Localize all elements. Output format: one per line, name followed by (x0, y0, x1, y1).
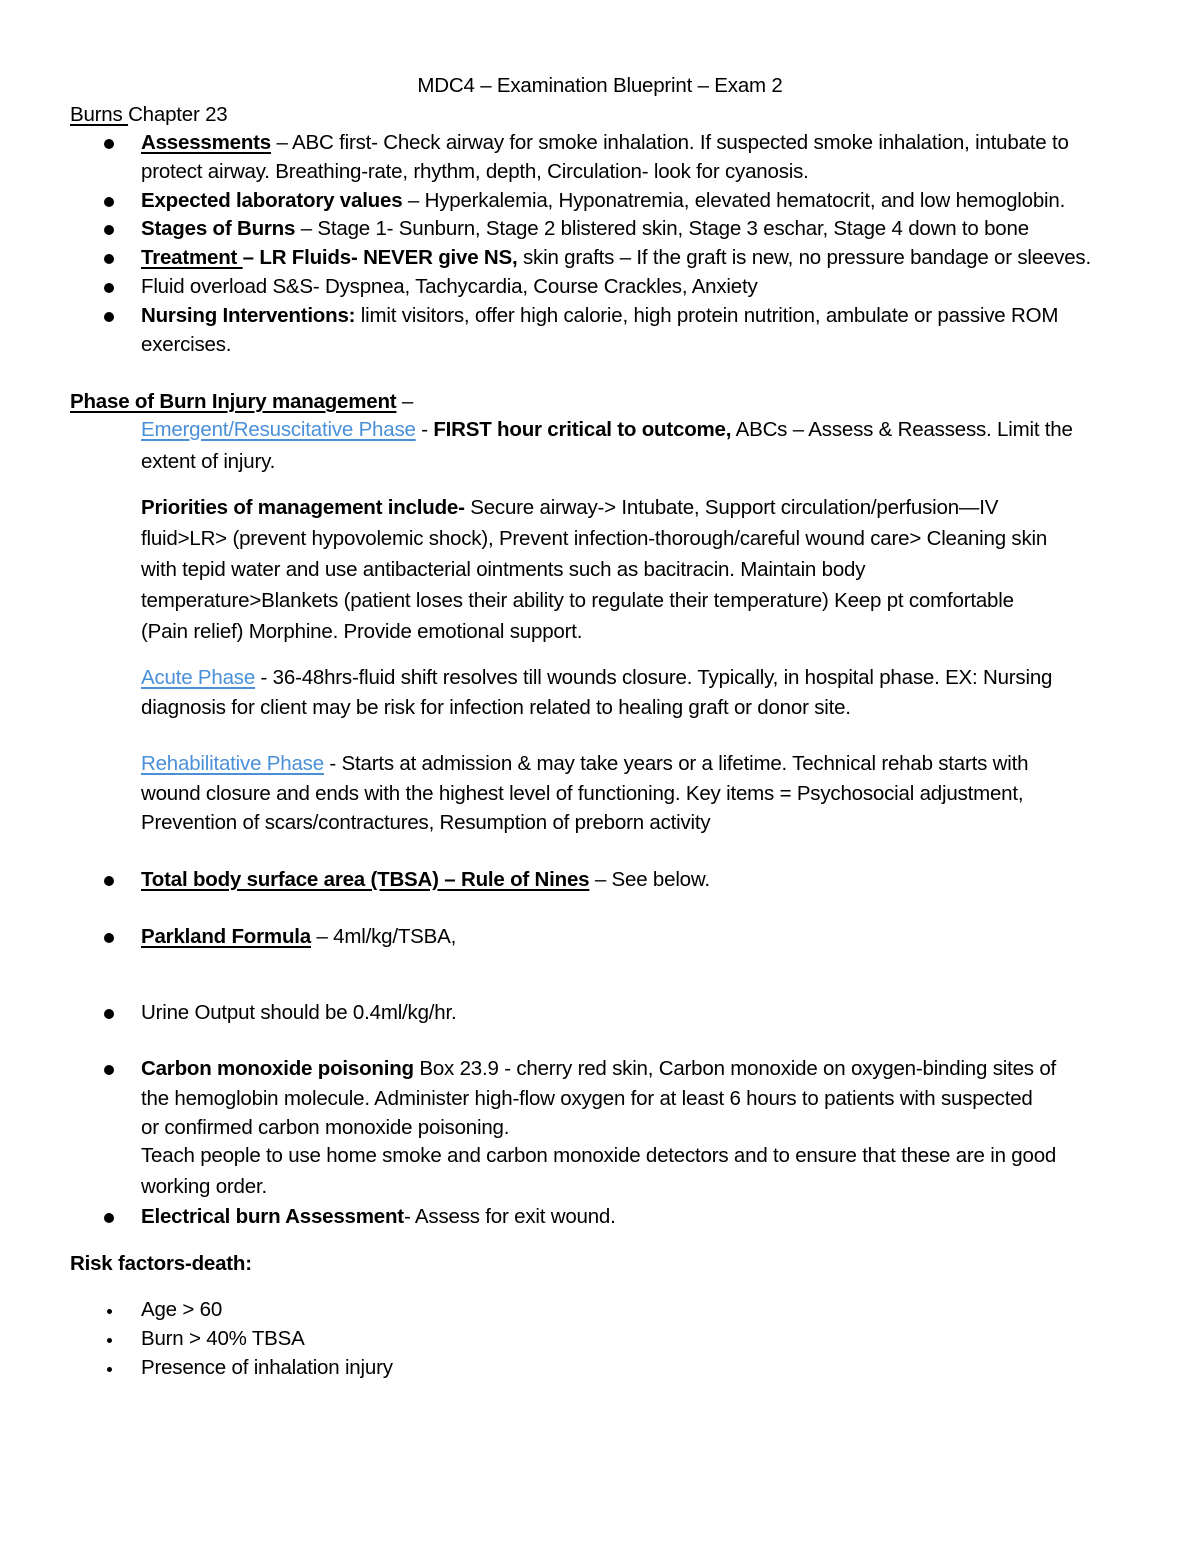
nursing-line2: exercises. (141, 333, 232, 356)
emergent-bold: FIRST hour critical to outcome, (433, 418, 732, 441)
small-bullet-icon (107, 1309, 112, 1314)
co-label: Carbon monoxide poisoning (141, 1057, 414, 1080)
stages-label: Stages of Burns (141, 217, 296, 240)
bullet-icon (104, 1213, 114, 1223)
priorities-line5: (Pain relief) Morphine. Provide emotional support. (141, 620, 583, 643)
bullet-icon (104, 312, 114, 322)
bullet-icon (104, 283, 114, 293)
bullet-icon (104, 139, 114, 149)
burns-heading-label: Burns (70, 103, 129, 126)
assessments-line2: protect airway. Breathing-rate, rhythm, depth, Circulation- look for cyanosis. (141, 160, 809, 183)
co-line2: the hemoglobin molecule. Administer high-flow oxygen for at least 6 hours to patients with suspected (141, 1087, 1033, 1110)
acute-text: - 36-48hrs-fluid shift resolves till wounds closure. Typically, in hospital phase. EX: Nursing (255, 666, 1053, 689)
acute-phase-link[interactable]: Acute Phase (141, 666, 256, 689)
phase-heading-dash: – (396, 390, 414, 413)
burns-heading (70, 105, 228, 126)
phase-heading-label: Phase of Burn Injury management (70, 390, 397, 413)
phase-heading (70, 392, 413, 413)
treatment-bold: – LR Fluids- NEVER give NS, (242, 246, 518, 269)
parkland-item (141, 927, 456, 948)
nursing-text: limit visitors, offer high calorie, high protein nutrition, ambulate or passive ROM (355, 304, 1059, 327)
bullet-icon (104, 225, 114, 235)
bullet-icon (104, 254, 114, 264)
emergent-dash: - (415, 418, 434, 441)
electrical-label: Electrical burn Assessment (141, 1205, 404, 1228)
emergent-line1 (141, 420, 1073, 441)
parkland-label: Parkland Formula (141, 925, 311, 948)
emergent-phase-link[interactable]: Emergent/Resuscitative Phase (141, 418, 416, 441)
stages-text: – Stage 1- Sunburn, Stage 2 blistered skin, Stage 3 eschar, Stage 4 down to bone (295, 217, 1029, 240)
acute-line2: diagnosis for client may be risk for infection related to healing graft or donor site. (141, 696, 851, 719)
risk-heading: Risk factors-death: (70, 1252, 252, 1275)
risk-item: Presence of inhalation injury (141, 1356, 393, 1379)
electrical-text: - Assess for exit wound. (403, 1205, 616, 1228)
burns-chapter: Chapter 23 (128, 103, 228, 126)
tbsa-text: – See below. (589, 868, 710, 891)
lab-values-item (141, 191, 1065, 212)
emergent-line2: extent of injury. (141, 450, 276, 473)
co-text: Box 23.9 - cherry red skin, Carbon monoxide on oxygen-binding sites of (413, 1057, 1057, 1080)
acute-line1 (141, 668, 1052, 689)
co-line4: Teach people to use home smoke and carbon monoxide detectors and to ensure that these are in good (141, 1144, 1057, 1167)
fluid-overload-item: Fluid overload S&S- Dyspnea, Tachycardia, Course Crackles, Anxiety (141, 275, 758, 298)
bullet-icon (104, 1009, 114, 1019)
rehab-line3: Prevention of scars/contractures, Resumption of preborn activity (141, 811, 711, 834)
nursing-line1 (141, 306, 1058, 327)
tbsa-item (141, 870, 710, 891)
electrical-item (141, 1207, 616, 1228)
emergent-text: ABCs – Assess & Reassess. Limit the (731, 418, 1073, 441)
bullet-icon (104, 197, 114, 207)
bullet-icon (104, 876, 114, 886)
document-title: MDC4 – Examination Blueprint – Exam 2 (417, 74, 783, 97)
rehab-phase-link[interactable]: Rehabilitative Phase (141, 752, 324, 775)
assessments-line1 (141, 133, 1069, 154)
rehab-line2: wound closure and ends with the highest level of functioning. Key items = Psychosocial adjustment, (141, 782, 1024, 805)
treatment-label: Treatment (141, 246, 243, 269)
parkland-text: – 4ml/kg/TSBA, (310, 925, 457, 948)
tbsa-label: Total body surface area (TBSA) – Rule of Nines (141, 868, 590, 891)
nursing-label: Nursing Interventions: (141, 304, 356, 327)
stages-item (141, 219, 1029, 240)
priorities-line3: with tepid water and use antibacterial ointments such as bacitracin. Maintain body (141, 558, 866, 581)
bullet-icon (104, 933, 114, 943)
risk-item: Age > 60 (141, 1298, 223, 1321)
priorities-text: Secure airway-> Intubate, Support circulation/perfusion—IV (464, 496, 999, 519)
rehab-line1 (141, 754, 1028, 775)
co-line5: working order. (141, 1175, 267, 1198)
priorities-line1 (141, 498, 998, 519)
priorities-label: Priorities of management include- (141, 496, 465, 519)
assessments-text: – ABC first- Check airway for smoke inhalation. If suspected smoke inhalation, intubate to (271, 131, 1069, 154)
lab-values-label: Expected laboratory values (141, 189, 403, 212)
bullet-icon (104, 1065, 114, 1075)
lab-values-text: – Hyperkalemia, Hyponatremia, elevated hematocrit, and low hemoglobin. (402, 189, 1066, 212)
treatment-item (141, 248, 1091, 269)
risk-item: Burn > 40% TBSA (141, 1327, 305, 1350)
small-bullet-icon (107, 1367, 112, 1372)
assessments-label: Assessments (141, 131, 271, 154)
small-bullet-icon (107, 1338, 112, 1343)
treatment-text: skin grafts – If the graft is new, no pressure bandage or sleeves. (517, 246, 1091, 269)
priorities-line2: fluid>LR> (prevent hypovolemic shock), Prevent infection-thorough/careful wound care> Cleaning skin (141, 527, 1048, 550)
urine-output-item: Urine Output should be 0.4ml/kg/hr. (141, 1001, 457, 1024)
rehab-text: - Starts at admission & may take years or a lifetime. Technical rehab starts with (323, 752, 1029, 775)
co-line3: or confirmed carbon monoxide poisoning. (141, 1116, 510, 1139)
priorities-line4: temperature>Blankets (patient loses their ability to regulate their temperature) Keep pt comfortable (141, 589, 1014, 612)
co-line1 (141, 1059, 1056, 1080)
